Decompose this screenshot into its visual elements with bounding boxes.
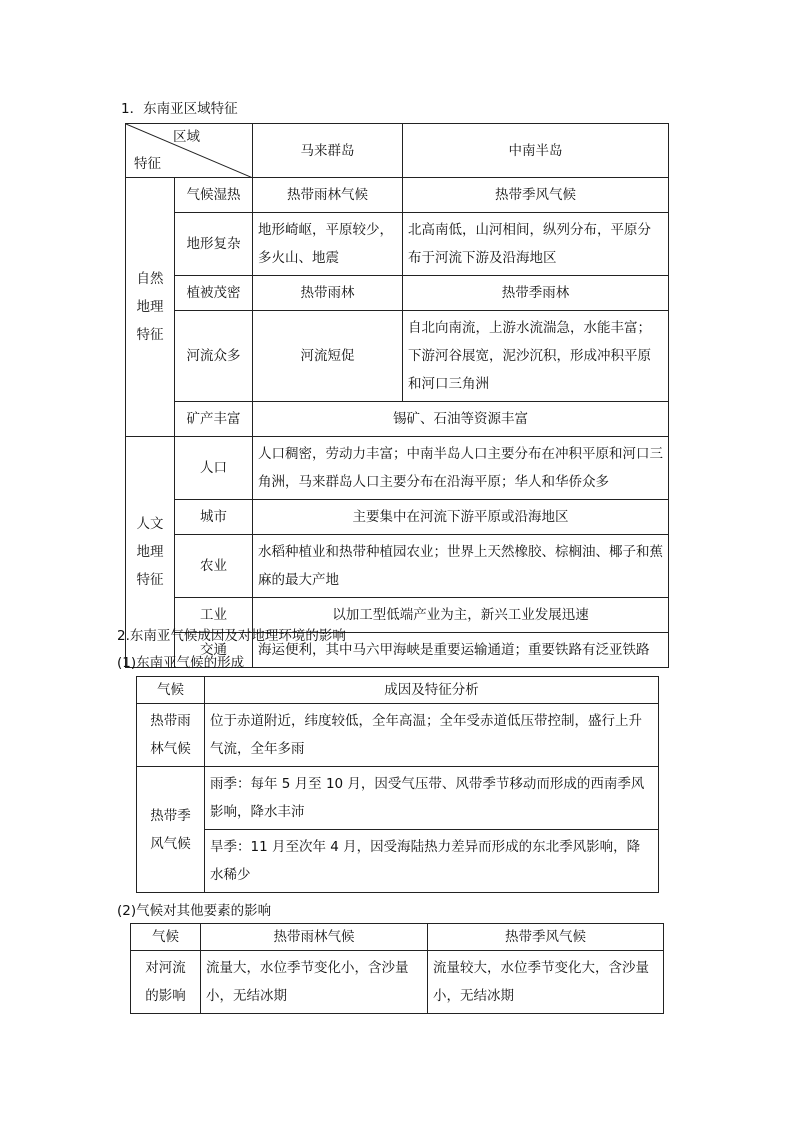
sub2-title: (2)气候对其他要素的影响 — [117, 903, 272, 919]
corner-bottom-label: 特征 — [134, 156, 161, 172]
formation-header-analysis: 成因及特征分析 — [205, 677, 659, 704]
row-label-climate: 气候湿热 — [175, 178, 253, 213]
monsoon-label: 热带季 风气候 — [137, 767, 205, 893]
impact-row-label: 对河流 的影响 — [131, 951, 201, 1014]
corner-header-cell — [126, 124, 253, 178]
natural-group-label: 自然 地理 特征 — [126, 178, 175, 437]
climate-formation-table — [136, 676, 659, 893]
impact-header-monsoon: 热带季风气候 — [428, 924, 664, 951]
human-group-label: 人文 地理 特征 — [126, 437, 175, 668]
row-label-terrain: 地形复杂 — [175, 213, 253, 276]
row-label-transport: 交通 — [175, 633, 253, 668]
cell-indochina-vegetation: 热带季雨林 — [403, 276, 669, 311]
cell-indochina-climate: 热带季风气候 — [403, 178, 669, 213]
rainforest-label: 热带雨 林气候 — [137, 704, 205, 767]
col-header-malay: 马来群岛 — [253, 124, 403, 178]
row-label-population: 人口 — [175, 437, 253, 500]
cell-malay-terrain: 地形崎岖，平原较少，多火山、地震 — [253, 213, 403, 276]
cell-malay-climate: 热带雨林气候 — [253, 178, 403, 213]
impact-header-climate: 气候 — [131, 924, 201, 951]
cell-indochina-rivers: 自北向南流，上游水流湍急，水能丰富；下游河谷展宽，泥沙沉积，形成冲积平原和河口三角洲 — [403, 311, 669, 402]
corner-top-label: 区域 — [173, 129, 200, 145]
impact-rainforest-rivers: 流量大，水位季节变化小，含沙量小，无结冰期 — [201, 951, 428, 1014]
col-header-indochina: 中南半岛 — [403, 124, 669, 178]
climate-impact-table — [130, 923, 664, 1014]
section2-title: 2.东南亚气候成因及对地理环境的影响 — [117, 628, 346, 644]
monsoon-wet-season: 雨季：每年 5 月至 10 月，因受气压带、风带季节移动而形成的西南季风影响，降水丰沛 — [205, 767, 659, 830]
cell-indochina-terrain: 北高南低，山河相间，纵列分布，平原分布于河流下游及沿海地区 — [403, 213, 669, 276]
cell-population: 人口稠密，劳动力丰富；中南半岛人口主要分布在冲积平原和河口三角洲，马来群岛人口主要分布在沿海平原；华人和华侨众多 — [253, 437, 669, 500]
formation-header-climate: 气候 — [137, 677, 205, 704]
impact-header-rainforest: 热带雨林气候 — [201, 924, 428, 951]
cell-malay-vegetation: 热带雨林 — [253, 276, 403, 311]
rainforest-analysis: 位于赤道附近，纬度较低，全年高温；全年受赤道低压带控制，盛行上升气流，全年多雨 — [205, 704, 659, 767]
cell-malay-rivers: 河流短促 — [253, 311, 403, 402]
cell-minerals: 锡矿、石油等资源丰富 — [253, 402, 669, 437]
cell-transport: 海运便利，其中马六甲海峡是重要运输通道；重要铁路有泛亚铁路 — [253, 633, 669, 668]
row-label-agriculture: 农业 — [175, 535, 253, 598]
row-label-rivers: 河流众多 — [175, 311, 253, 402]
row-label-cities: 城市 — [175, 500, 253, 535]
row-label-vegetation: 植被茂密 — [175, 276, 253, 311]
southeast-asia-features-table — [125, 123, 669, 668]
sub1-title: (1)东南亚气候的形成 — [117, 655, 245, 671]
cell-agriculture: 水稻种植业和热带种植园农业；世界上天然橡胶、棕榈油、椰子和蕉麻的最大产地 — [253, 535, 669, 598]
impact-monsoon-rivers: 流量较大，水位季节变化大，含沙量小，无结冰期 — [428, 951, 664, 1014]
row-label-industry: 工业 — [175, 598, 253, 633]
section1-title: 1．东南亚区域特征 — [121, 101, 238, 117]
cell-cities: 主要集中在河流下游平原或沿海地区 — [253, 500, 669, 535]
cell-industry: 以加工型低端产业为主，新兴工业发展迅速 — [253, 598, 669, 633]
monsoon-dry-season: 旱季：11 月至次年 4 月，因受海陆热力差异而形成的东北季风影响，降水稀少 — [205, 830, 659, 893]
row-label-minerals: 矿产丰富 — [175, 402, 253, 437]
